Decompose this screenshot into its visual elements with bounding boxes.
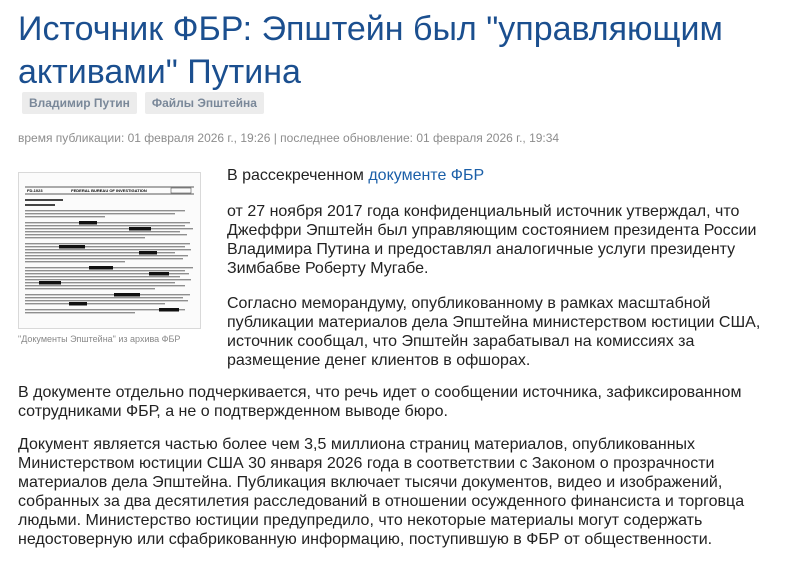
tag-epstein-files[interactable]: Файлы Эпштейна xyxy=(145,92,264,114)
article-title: Источник ФБР: Эпштейн был "управляющим активами" Путина xyxy=(18,10,723,91)
tag-list xyxy=(22,92,264,114)
publication-meta: время публикации: 01 февраля 2026 г., 19:26 | последнее обновление: 01 февраля 2026 г., 19:34 xyxy=(18,131,560,145)
lead-paragraph xyxy=(227,166,777,185)
tag-putin[interactable]: Владимир Путин xyxy=(22,92,137,114)
paragraph-3: В документе отдельно подчеркивается, что речь идет о сообщении источника, зафиксированном сотрудниками ФБР, а не о подтвержденном выводе бюро. xyxy=(18,384,742,420)
paragraph-4: Документ является частью более чем 3,5 миллиона страниц материалов, опубликованных Министерством юстиции США 30 января 2026 года в соответствии с Законом о прозрачности материалов дела Эпштейна. Публикация включает тысячи документов, видео и изображений, собранных за два десятилетия расследований в отношении осужденного финансиста и торговца людьми. Министерство юстиции предупредило, что некоторые материалы могут содержать недостоверную или сфабрикованную информацию, поступившую в ФБР от общественности. xyxy=(18,436,745,548)
fbi-document-image[interactable] xyxy=(18,172,201,329)
paragraph-1: от 27 ноября 2017 года конфиденциальный источник утверждал, что Джеффри Эпштейн был управляющим состоянием президента России Владимира Путина и предоставлял аналогичные услуги президенту Зимбабве Роберту Мугабе. xyxy=(227,203,757,277)
article-figure xyxy=(18,172,199,344)
lead-text: В рассекреченном xyxy=(227,167,369,184)
fbi-document-link[interactable]: документе ФБР xyxy=(368,167,485,184)
doc-header-text: FEDERAL BUREAU OF INVESTIGATION xyxy=(71,188,147,193)
paragraph-2: Согласно меморандуму, опубликованному в рамках масштабной публикации материалов дела Эпштейна министерством юстиции США, источник сообщал, что Эпштейн зарабатывал на комиссиях за размещение денег клиентов в офшорах. xyxy=(227,295,761,369)
image-caption: "Документы Эпштейна" из архива ФБР xyxy=(18,334,181,344)
doc-code-text: FD-1023 xyxy=(27,188,43,193)
document-scan-graphic xyxy=(19,173,200,328)
